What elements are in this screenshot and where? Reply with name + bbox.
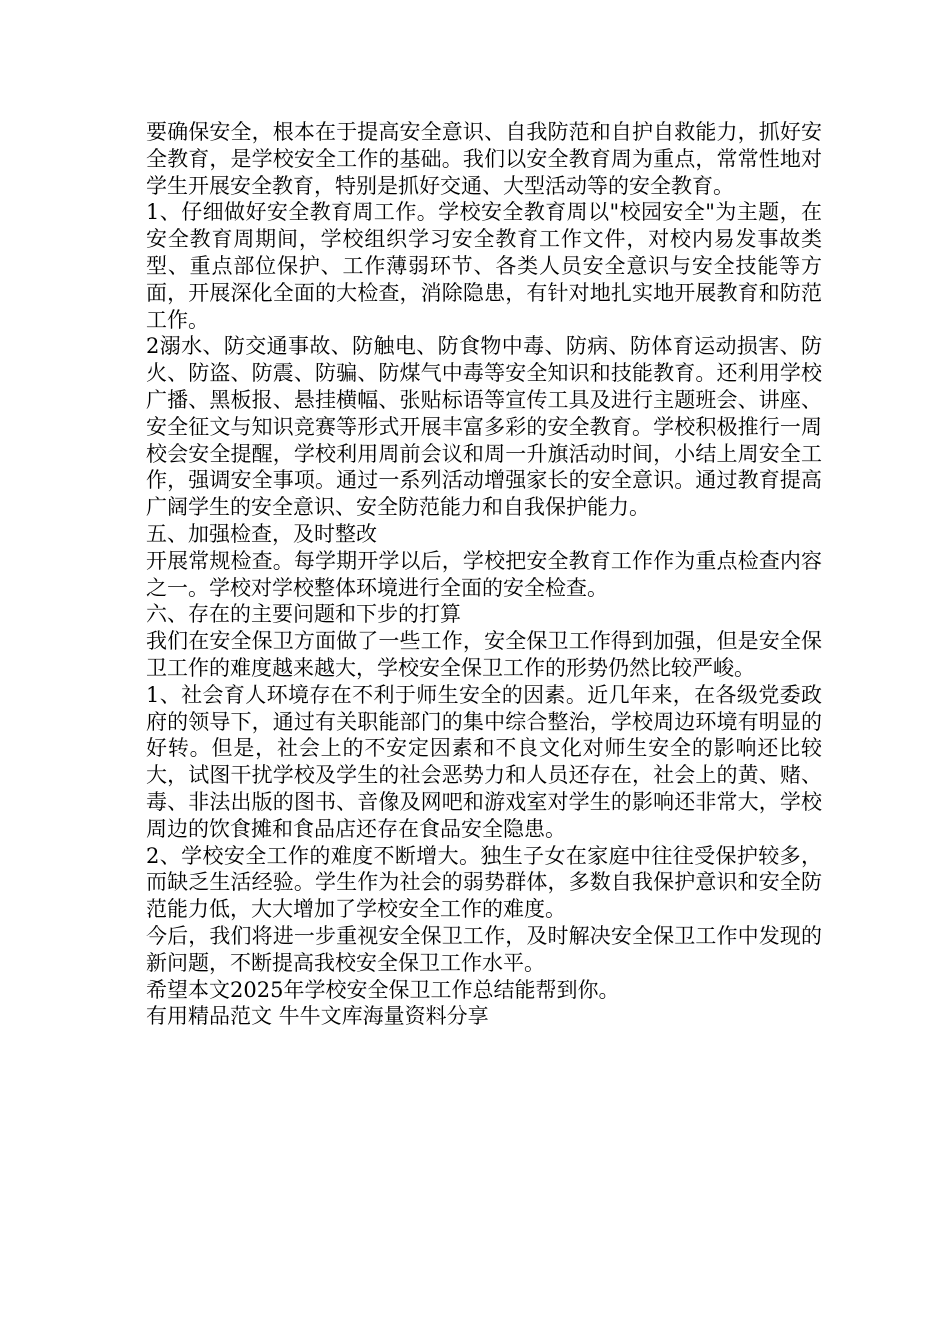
inspection-paragraph: 开展常规检查。每学期开学以后，学校把安全教育工作作为重点检查内容之一。学校对学校整体环境进行全面的安全检查。 [146, 548, 822, 600]
safety-education-paragraph: 2溺水、防交通事故、防触电、防食物中毒、防病、防体育运动损害、防火、防盗、防震、防骗、防煤气中毒等安全知识和技能教育。还利用学校广播、黑板报、悬挂横幅、张贴标语等宣传工具及进行主题班会、讲座、安全征文与知识竞赛等形式开展丰富多彩的安全教育。学校积极推行一周校会安全提醒，学校利用周前会议和周一升旗活动时间，小结上周安全工作，强调安全事项。通过一系列活动增强家长的安全意识。通过教育提高广阔学生的安全意识、安全防范能力和自我保护能力。 [146, 334, 822, 520]
problem-1-paragraph: 1、社会育人环境存在不利于师生安全的因素。近几年来，在各级党委政府的领导下，通过有关职能部门的集中综合整治，学校周边环境有明显的好转。但是，社会上的不安定因素和不良文化对师生安全的影响还比较大，试图干扰学校及学生的社会恶势力和人员还存在，社会上的黄、赌、毒、非法出版的图书、音像及网吧和游戏室对学生的影响还非常大，学校周边的饮食摊和食品店还存在食品安全隐患。 [146, 682, 822, 841]
future-plan-paragraph: 今后，我们将进一步重视安全保卫工作，及时解决安全保卫工作中发现的新问题，不断提高我校安全保卫工作水平。 [146, 923, 822, 975]
problems-intro-paragraph: 我们在安全保卫方面做了一些工作，安全保卫工作得到加强，但是安全保卫工作的难度越来越大，学校安全保卫工作的形势仍然比较严峻。 [146, 629, 822, 680]
safety-week-paragraph: 1、仔细做好安全教育周工作。学校安全教育周以"校园安全"为主题，在安全教育周期间，学校组织学习安全教育工作文件，对校内易发事故类型、重点部位保护、工作薄弱环节、各类人员安全意识与安全技能等方面，开展深化全面的大检查，消除隐患，有针对地扎实地开展教育和防范工作。 [146, 200, 822, 332]
intro-paragraph: 要确保安全，根本在于提高安全意识、自我防范和自护自救能力，抓好安全教育，是学校安全工作的基础。我们以安全教育周为重点，常常性地对学生开展安全教育，特别是抓好交通、大型活动等的安全教育。 [146, 120, 822, 198]
document-body [146, 119, 822, 1030]
section-heading-problems: 六、存在的主要问题和下步的打算 [146, 602, 461, 627]
section-heading-inspection: 五、加强检查，及时整改 [146, 521, 377, 546]
problem-2-paragraph: 2、学校安全工作的难度不断增大。独生子女在家庭中往往受保护较多，而缺乏生活经验。学生作为社会的弱势群体，多数自我保护意识和安全防范能力低，大大增加了学校安全工作的难度。 [146, 843, 822, 922]
closing-paragraph: 希望本文2025年学校安全保卫工作总结能帮到你。 [146, 977, 620, 1002]
footer-line: 有用精品范文 牛牛文库海量资料分享 [146, 1004, 489, 1029]
